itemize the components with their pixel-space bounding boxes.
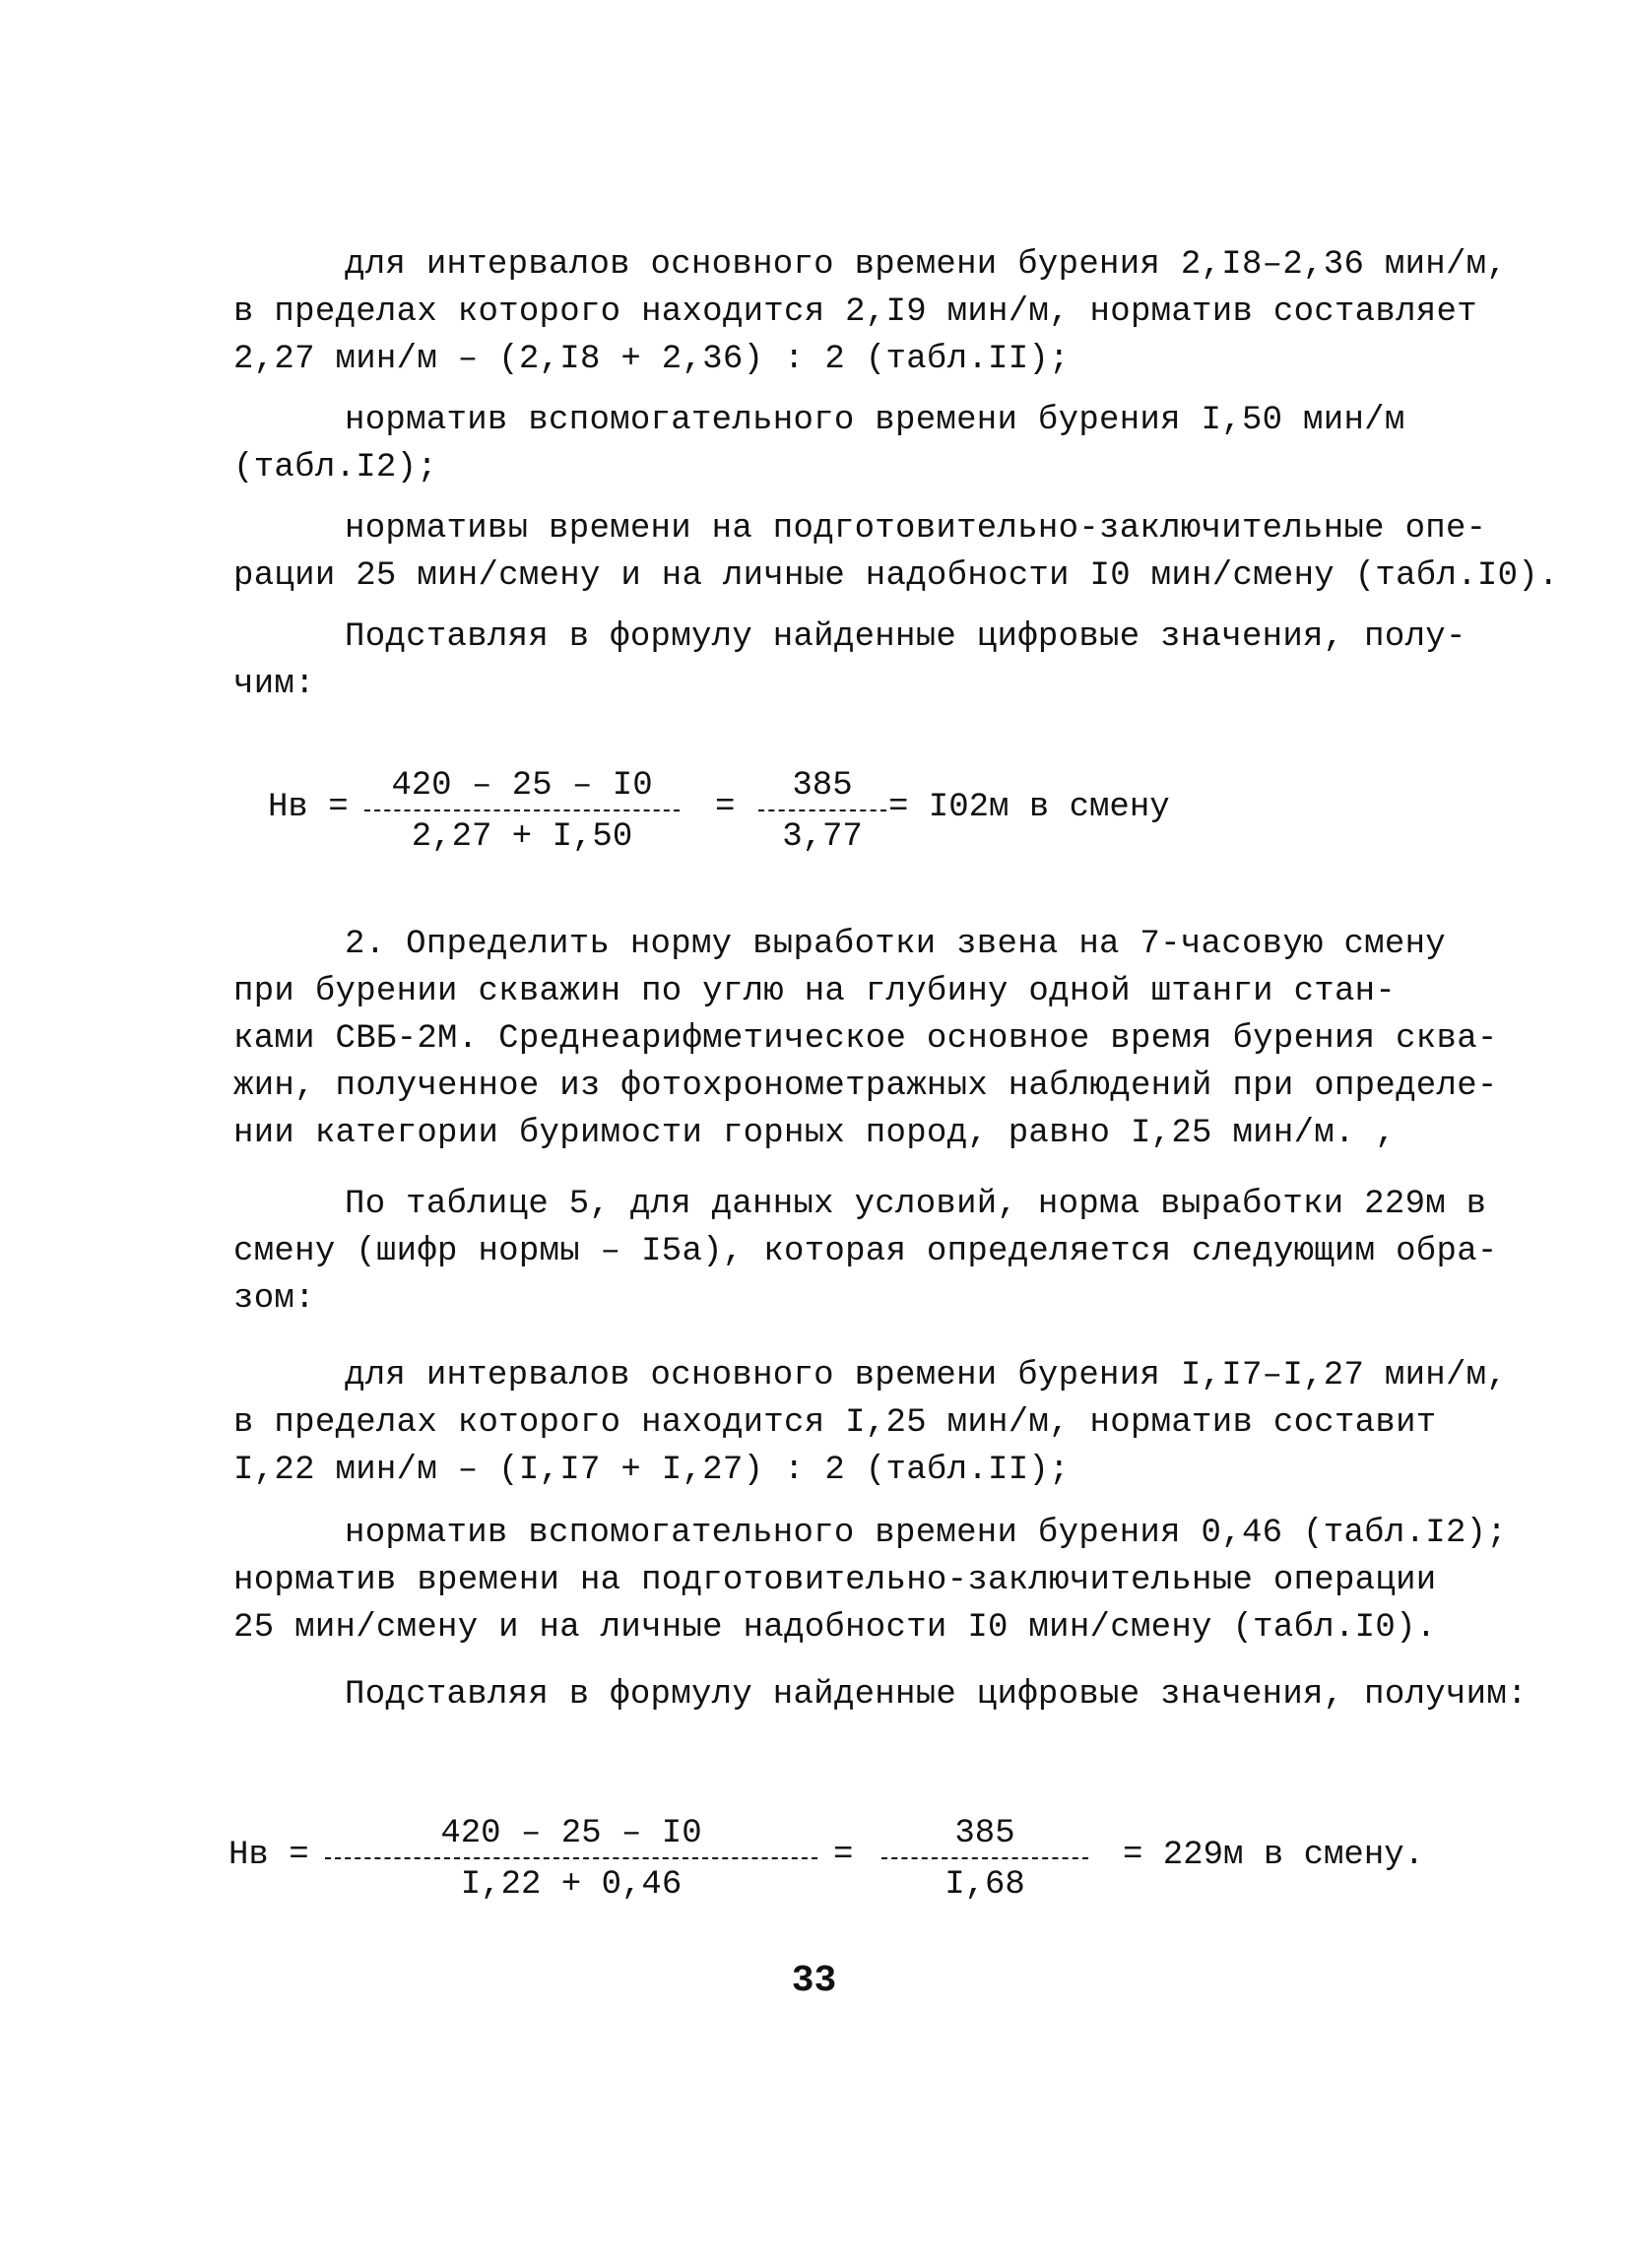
text-line: для интервалов основного времени бурения I,I7–I,27 мин/м, xyxy=(345,1357,1508,1394)
text-line: По таблице 5, для данных условий, норма выработки 229м в xyxy=(345,1186,1487,1223)
text-line: жин, полученное из фотохронометражных наблюдений при определе- xyxy=(233,1068,1498,1105)
text-line: Подставляя в формулу найденные цифровые значения, полу- xyxy=(345,618,1466,656)
text-line: для интервалов основного времени бурения 2,I8–2,36 мин/м, xyxy=(345,246,1508,284)
text-line: Подставляя в формулу найденные цифровые значения, получим: xyxy=(345,1676,1528,1714)
text-line: чим: xyxy=(233,666,315,703)
page-number: 33 xyxy=(791,1960,837,2002)
text-line: 25 мин/смену и на личные надобности I0 мин/смену (табл.I0). xyxy=(233,1609,1437,1647)
text-line: (табл.I2); xyxy=(233,449,438,486)
text-line: I,22 мин/м – (I,I7 + I,27) : 2 (табл.II); xyxy=(233,1452,1070,1489)
formula-result: = 229м в смену. xyxy=(1123,1837,1425,1874)
formula-fraction-2 xyxy=(881,1814,1088,1905)
formula-numerator: 385 xyxy=(881,1814,1088,1859)
formula-result: = I02м в смену xyxy=(888,789,1170,826)
text-line: нии категории буримости горных пород, равно I,25 мин/м. , xyxy=(233,1115,1397,1152)
formula-numerator: 420 – 25 – I0 xyxy=(325,1814,817,1859)
text-line: в пределах которого находится 2,I9 мин/м, норматив составляет xyxy=(233,293,1477,331)
text-line: смену (шифр нормы – I5а), которая определяется следующим обра- xyxy=(233,1233,1498,1270)
formula-numerator: 385 xyxy=(758,766,886,811)
text-line: норматив вспомогательного времени бурения I,50 мин/м xyxy=(345,402,1405,439)
text-line: зом: xyxy=(233,1280,315,1318)
text-line: при бурении скважин по углю на глубину одной штанги стан- xyxy=(233,973,1397,1010)
text-line: ками СВБ-2М. Среднеарифметическое основное время бурения сква- xyxy=(233,1020,1498,1058)
formula-denominator: I,22 + 0,46 xyxy=(460,1866,683,1904)
formula-equals: = xyxy=(715,789,736,826)
text-line: 2,27 мин/м – (2,I8 + 2,36) : 2 (табл.II); xyxy=(233,341,1070,378)
text-line: норматив времени на подготовительно-заключительные операции xyxy=(233,1562,1437,1599)
formula-fraction-1 xyxy=(325,1814,817,1905)
formula-denominator: 2,27 + I,50 xyxy=(411,818,633,856)
formula-numerator: 420 – 25 – I0 xyxy=(364,766,680,811)
text-line: нормативы времени на подготовительно-заключительные опе- xyxy=(345,510,1487,548)
text-line: 2. Определить норму выработки звена на 7-часовую смену xyxy=(345,926,1446,963)
formula-lhs: Нв = xyxy=(268,789,349,826)
text-line: в пределах которого находится I,25 мин/м, норматив составит xyxy=(233,1404,1437,1442)
formula-lhs: Нв = xyxy=(228,1837,309,1874)
formula-equals: = xyxy=(833,1837,854,1874)
formula-denominator: 3,77 xyxy=(782,818,863,856)
text-line: рации 25 мин/смену и на личные надобности I0 мин/смену (табл.I0). xyxy=(233,557,1559,595)
text-line: норматив вспомогательного времени бурения 0,46 (табл.I2); xyxy=(345,1515,1508,1552)
formula-denominator: I,68 xyxy=(944,1866,1025,1904)
